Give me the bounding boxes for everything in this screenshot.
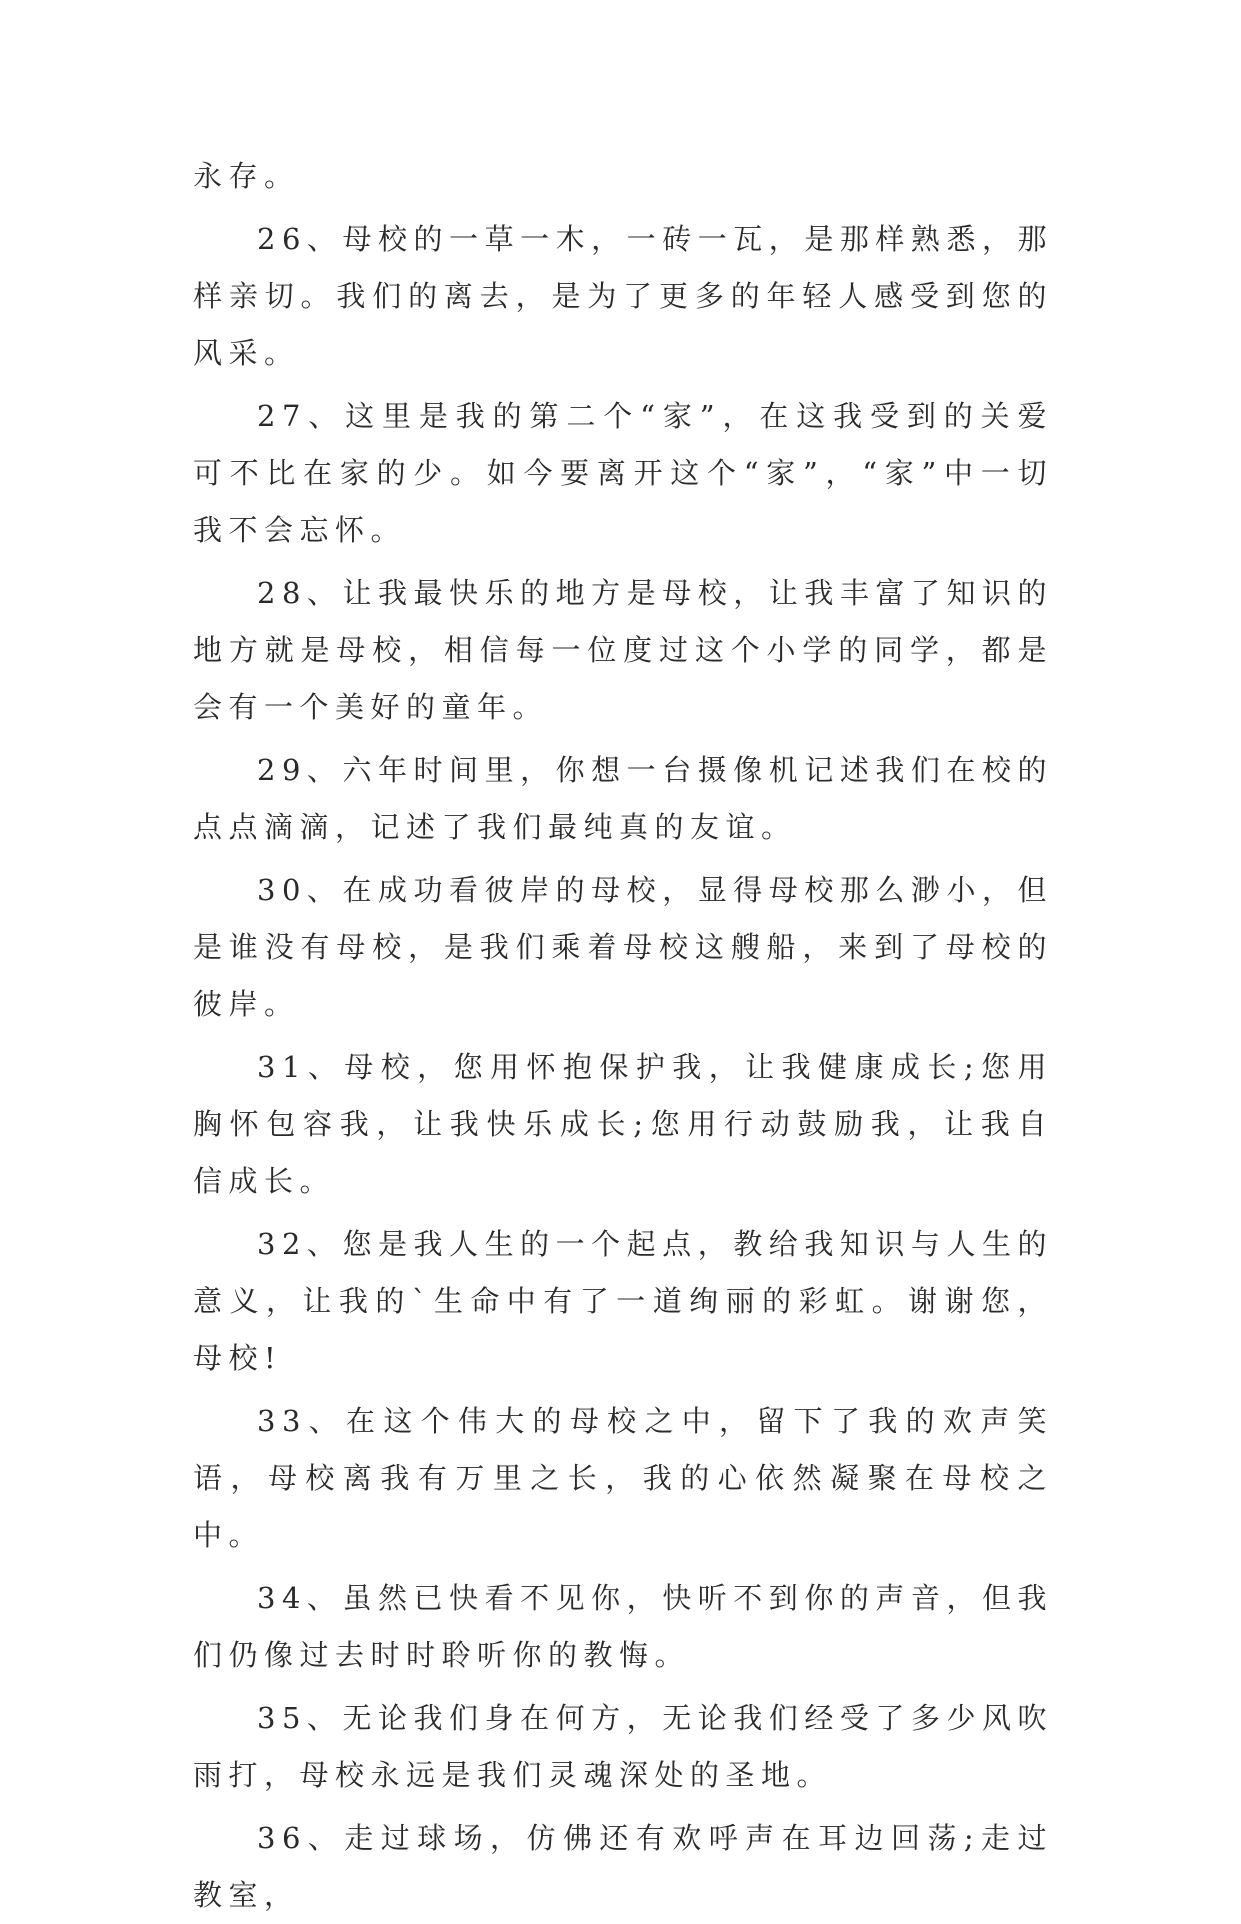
document-body <box>193 148 1053 1924</box>
paragraph-35: 35、无论我们身在何方，无论我们经受了多少风吹雨打，母校永远是我们灵魂深处的圣地。 <box>193 1701 1053 1792</box>
paragraph-32: 32、您是我人生的一个起点，教给我知识与人生的意义，让我的`生命中有了一道绚丽的彩虹。谢谢您，母校! <box>193 1227 1053 1375</box>
paragraph-33: 33、在这个伟大的母校之中，留下了我的欢声笑语，母校离我有万里之长，我的心依然凝聚在母校之中。 <box>193 1404 1053 1552</box>
paragraph-36: 36、走过球场，仿佛还有欢呼声在耳边回荡;走过教室， <box>193 1821 1053 1912</box>
paragraph-26: 26、母校的一草一木，一砖一瓦，是那样熟悉，那样亲切。我们的离去，是为了更多的年轻人感受到您的风采。 <box>193 222 1053 370</box>
paragraph-31: 31、母校，您用怀抱保护我，让我健康成长;您用胸怀包容我，让我快乐成长;您用行动鼓励我，让我自信成长。 <box>193 1050 1053 1198</box>
paragraph-34: 34、虽然已快看不见你，快听不到你的声音，但我们仍像过去时时聆听你的教悔。 <box>193 1581 1053 1672</box>
paragraph-29: 29、六年时间里，你想一台摄像机记述我们在校的点点滴滴，记述了我们最纯真的友谊。 <box>193 753 1053 844</box>
paragraph-27: 27、这里是我的第二个“家”，在这我受到的关爱可不比在家的少。如今要离开这个“家”，“家”中一切我不会忘怀。 <box>193 399 1053 547</box>
paragraph-continuation: 永存。 <box>193 159 300 193</box>
paragraph-28: 28、让我最快乐的地方是母校，让我丰富了知识的地方就是母校，相信每一位度过这个小学的同学，都是会有一个美好的童年。 <box>193 576 1053 724</box>
paragraph-30: 30、在成功看彼岸的母校，显得母校那么渺小，但是谁没有母校，是我们乘着母校这艘船，来到了母校的彼岸。 <box>193 873 1053 1021</box>
